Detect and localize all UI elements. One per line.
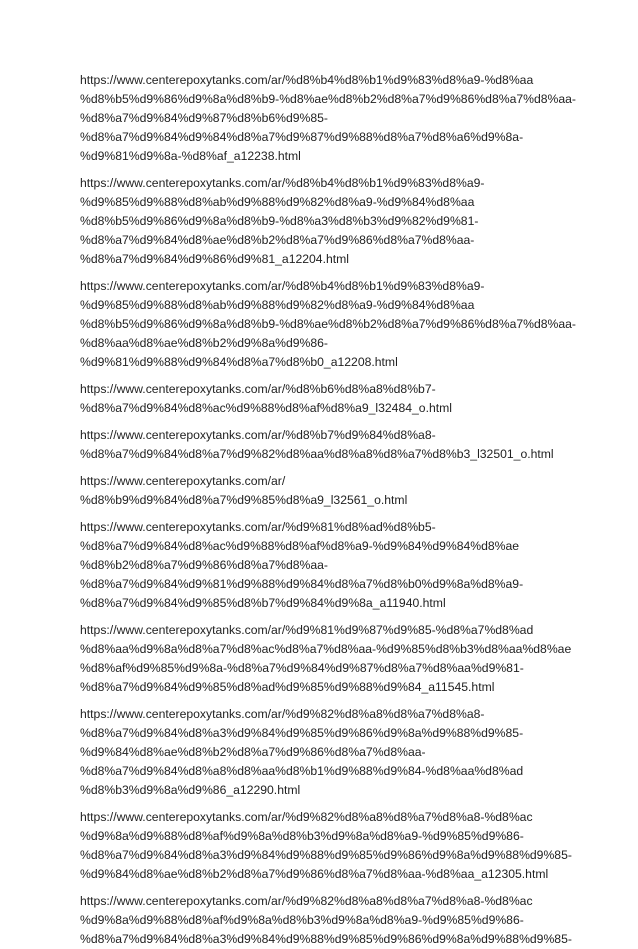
- link-text-line[interactable]: %d8%a7%d9%84%d8%a7%d9%82%d8%aa%d8%a8%d8%a7%d8%b3_l32501_o.html: [80, 447, 554, 461]
- link-text-line[interactable]: %d8%af%d9%85%d9%8a-%d8%a7%d9%84%d9%87%d8%a7%d8%aa%d9%81-: [80, 661, 524, 675]
- link-text-line[interactable]: %d9%85%d9%88%d8%ab%d9%88%d9%82%d8%a9-%d9%84%d8%aa: [80, 195, 475, 209]
- link-text-line[interactable]: %d9%8a%d9%88%d8%af%d9%8a%d8%b3%d9%8a%d8%a9-%d9%85%d9%86-: [80, 913, 524, 927]
- link-entry: [80, 71, 598, 166]
- link-text-line[interactable]: %d8%b9%d9%84%d8%a7%d9%85%d8%a9_l32561_o.html: [80, 493, 408, 507]
- link-entry: [80, 892, 598, 949]
- link-text-line[interactable]: %d8%a7%d9%84%d9%87%d8%b6%d9%85-: [80, 111, 328, 125]
- link-text-line[interactable]: %d8%a7%d9%84%d8%ae%d8%b2%d8%a7%d9%86%d8%a7%d8%aa-: [80, 233, 475, 247]
- link-entry: [80, 518, 598, 613]
- link-text-line[interactable]: https://www.centerepoxytanks.com/ar/%d9%82%d8%a8%d8%a7%d8%a8-%d8%ac: [80, 894, 533, 908]
- link-text-line[interactable]: %d9%81%d9%8a-%d8%af_a12238.html: [80, 149, 301, 163]
- link-text-line[interactable]: https://www.centerepoxytanks.com/ar/%d9%81%d9%87%d9%85-%d8%a7%d8%ad: [80, 623, 534, 637]
- link-text-line[interactable]: %d8%aa%d9%8a%d8%a7%d8%ac%d8%a7%d8%aa-%d9%85%d8%b3%d8%aa%d8%ae: [80, 642, 572, 656]
- link-text-line[interactable]: https://www.centerepoxytanks.com/ar/%d8%b4%d8%b1%d9%83%d8%a9-: [80, 279, 485, 293]
- link-text-line[interactable]: %d8%b5%d9%86%d9%8a%d8%b9-%d8%a3%d8%b3%d9%82%d9%81-: [80, 214, 479, 228]
- link-text-line[interactable]: https://www.centerepoxytanks.com/ar/%d8%b4%d8%b1%d9%83%d8%a9-%d8%aa: [80, 73, 534, 87]
- link-entry: [80, 174, 598, 269]
- link-text-line[interactable]: %d8%a7%d9%84%d9%84%d8%a7%d9%87%d9%88%d8%a7%d8%a6%d9%8a-: [80, 130, 524, 144]
- link-entry: [80, 426, 598, 464]
- link-entry: [80, 621, 598, 697]
- link-text-line[interactable]: https://www.centerepoxytanks.com/ar/%d8%b6%d8%a8%d8%b7-: [80, 382, 436, 396]
- link-text-line[interactable]: %d8%a7%d9%84%d8%a3%d9%84%d9%88%d9%85%d9%86%d9%8a%d9%88%d9%85-: [80, 932, 572, 946]
- link-text-line[interactable]: %d8%a7%d9%84%d8%ac%d9%88%d8%af%d8%a9_l32484_o.html: [80, 401, 452, 415]
- link-text-line[interactable]: %d8%b2%d8%a7%d9%86%d8%a7%d8%aa-: [80, 558, 328, 572]
- link-text-line[interactable]: %d8%a7%d9%84%d9%85%d8%b7%d9%84%d9%8a_a11940.html: [80, 596, 446, 610]
- link-text-line[interactable]: https://www.centerepoxytanks.com/ar/%d8%b4%d8%b1%d9%83%d8%a9-: [80, 176, 485, 190]
- link-entry: [80, 472, 598, 510]
- link-text-line[interactable]: %d8%aa%d8%ae%d8%b2%d9%8a%d9%86-: [80, 336, 328, 350]
- link-text-line[interactable]: https://www.centerepoxytanks.com/ar/: [80, 474, 286, 488]
- link-text-line[interactable]: %d8%a7%d9%84%d9%81%d9%88%d9%84%d8%a7%d8%b0%d9%8a%d8%a9-: [80, 577, 524, 591]
- link-text-line[interactable]: https://www.centerepoxytanks.com/ar/%d8%b7%d9%84%d8%a8-: [80, 428, 436, 442]
- link-text-line[interactable]: %d9%85%d9%88%d8%ab%d9%88%d9%82%d8%a9-%d9%84%d8%aa: [80, 298, 475, 312]
- link-text-line[interactable]: https://www.centerepoxytanks.com/ar/%d9%81%d8%ad%d8%b5-: [80, 520, 436, 534]
- link-text-line[interactable]: %d9%8a%d9%88%d8%af%d9%8a%d8%b3%d9%8a%d8%a9-%d9%85%d9%86-: [80, 829, 524, 843]
- link-entry: [80, 277, 598, 372]
- link-entry: [80, 808, 598, 884]
- link-text-line[interactable]: %d8%a7%d9%84%d8%ac%d9%88%d8%af%d8%a9-%d9%84%d9%84%d8%ae: [80, 539, 520, 553]
- link-text-line[interactable]: %d8%b5%d9%86%d9%8a%d8%b9-%d8%ae%d8%b2%d8%a7%d9%86%d8%a7%d8%aa-: [80, 92, 576, 106]
- link-text-line[interactable]: %d8%a7%d9%84%d9%85%d8%ad%d9%85%d9%88%d9%84_a11545.html: [80, 680, 495, 694]
- link-text-line[interactable]: %d8%a7%d9%84%d9%86%d9%81_a12204.html: [80, 252, 349, 266]
- link-text-line[interactable]: %d8%a7%d9%84%d8%a8%d8%aa%d8%b1%d9%88%d9%84-%d8%aa%d8%ad: [80, 764, 524, 778]
- link-entry: [80, 380, 598, 418]
- link-text-line[interactable]: https://www.centerepoxytanks.com/ar/%d9%82%d8%a8%d8%a7%d8%a8-%d8%ac: [80, 810, 533, 824]
- link-text-line[interactable]: %d9%84%d8%ae%d8%b2%d8%a7%d9%86%d8%a7%d8%aa-%d8%aa_a12305.html: [80, 867, 549, 881]
- link-text-line[interactable]: %d8%a7%d9%84%d8%a3%d9%84%d9%85%d9%86%d9%8a%d9%88%d9%85-: [80, 726, 524, 740]
- link-text-line[interactable]: %d9%84%d8%ae%d8%b2%d8%a7%d9%86%d8%a7%d8%aa-: [80, 745, 426, 759]
- link-text-line[interactable]: %d9%81%d9%88%d9%84%d8%a7%d8%b0_a12208.html: [80, 355, 398, 369]
- link-text-line[interactable]: https://www.centerepoxytanks.com/ar/%d9%82%d8%a8%d8%a7%d8%a8-: [80, 707, 485, 721]
- link-entry: [80, 705, 598, 800]
- link-text-line[interactable]: %d8%b5%d9%86%d9%8a%d8%b9-%d8%ae%d8%b2%d8%a7%d9%86%d8%a7%d8%aa-: [80, 317, 576, 331]
- link-text-line[interactable]: %d8%b3%d9%8a%d9%86_a12290.html: [80, 783, 301, 797]
- link-text-line[interactable]: %d8%a7%d9%84%d8%a3%d9%84%d9%88%d9%85%d9%86%d9%8a%d9%88%d9%85-: [80, 848, 572, 862]
